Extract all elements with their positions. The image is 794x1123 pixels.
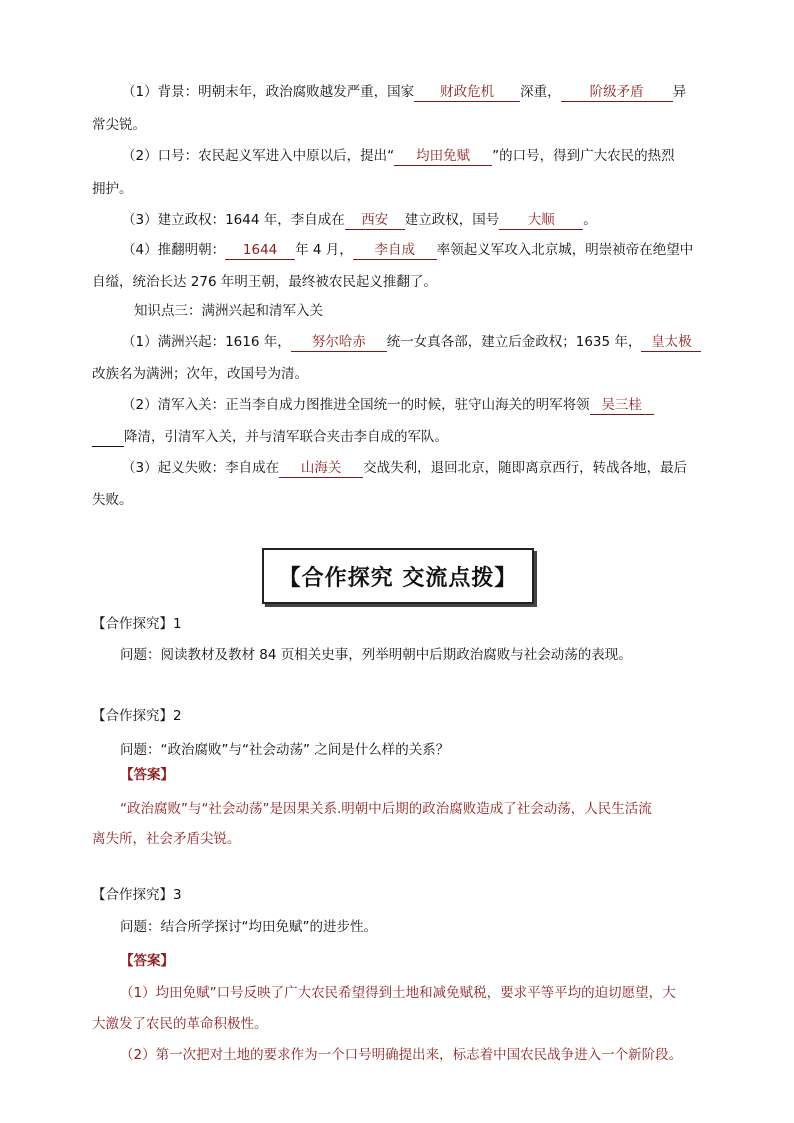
text: （3）起义失败：李自成在 [122, 460, 280, 476]
text: （2）口号：农民起义军进入中原以后，提出“ [122, 148, 395, 164]
inquiry-1-question [120, 645, 632, 665]
inquiry-2-answer-line1 [120, 799, 652, 819]
text: 【答案】 [120, 953, 174, 969]
answer-blank-leader: 李自成 [353, 241, 437, 260]
para-background-line2 [92, 115, 146, 135]
section-title-text: 【合作探究 交流点拨】 [278, 565, 518, 591]
text: （1）满洲兴起：1616 年， [122, 334, 291, 350]
inquiry-3-answer-line2 [92, 1014, 268, 1034]
text: 问题：结合所学探讨“均田免赋”的进步性。 [120, 919, 377, 935]
text: ”的口号，得到广大农民的热烈 [492, 148, 675, 164]
text: 降清，引清军入关，并与清军联合夹击李自成的军队。 [124, 429, 448, 445]
knowledge-point-3-heading [134, 301, 323, 321]
inquiry-3-label [92, 885, 182, 905]
para-qing-entry-line1 [122, 395, 654, 415]
inquiry-2-answer-label [120, 765, 174, 785]
para-background-line1 [122, 82, 686, 102]
text: 【合作探究】3 [92, 887, 182, 903]
para-manchu-line1 [122, 332, 701, 352]
answer-blank-fiscal-crisis: 财政危机 [414, 83, 520, 102]
text: 【合作探究】2 [92, 708, 182, 724]
para-slogan-line2 [92, 179, 133, 199]
text: 交战失利，退回北京，随即离京西行，转战各地，最后 [363, 460, 688, 476]
answer-blank-slogan: 均田免赋 [394, 147, 492, 166]
text: 率领起义军攻入北京城，明崇祯帝在绝望中 [436, 242, 694, 258]
text: （3）建立政权：1644 年，李自成在 [122, 212, 345, 228]
text: 知识点三：满洲兴起和清军入关 [134, 303, 323, 319]
answer-blank-shanhai-pass: 山海关 [279, 459, 363, 478]
inquiry-2-answer-line2 [92, 829, 241, 849]
text: 异 [672, 84, 687, 100]
inquiry-2-question [120, 740, 449, 760]
text: 深重， [520, 84, 561, 100]
text: （2）第一次把对土地的要求作为一个口号明确提出来，标志着中国农民战争进入一个新阶段。 [120, 1047, 683, 1063]
para-qing-entry-line2 [92, 427, 448, 447]
blank-continuation [92, 428, 124, 447]
text: 常尖锐。 [92, 117, 146, 133]
text: （1）背景：明朝末年，政治腐败越发严重，国家 [122, 84, 415, 100]
answer-blank-wu-sangui: 吴三桂 [590, 396, 654, 415]
text: 建立政权，国号 [404, 212, 500, 228]
para-slogan-line1 [122, 146, 675, 166]
text: （1）均田免赋”口号反映了广大农民希望得到土地和减免赋税，要求平等平均的迫切愿望，大 [120, 985, 676, 1001]
text: 拥护。 [92, 181, 133, 197]
section-title-cooperative-inquiry [262, 548, 534, 604]
text: 【答案】 [120, 767, 174, 783]
text: 改族名为满洲；次年，改国号为清。 [92, 366, 308, 382]
text: “政治腐败”与“社会动荡”是因果关系.明朝中后期的政治腐败造成了社会动荡，人民生活流 [120, 801, 652, 817]
text: 年 4 月， [295, 242, 353, 258]
text: 问题：“政治腐败”与“社会动荡” 之间是什么样的关系？ [120, 742, 450, 758]
answer-blank-hong-taiji: 皇太极 [641, 333, 701, 352]
answer-blank-class-conflict: 阶级矛盾 [561, 83, 673, 102]
text: 。 [583, 212, 597, 228]
inquiry-3-answer-line1 [120, 983, 676, 1003]
answer-blank-year: 1644 [225, 241, 295, 260]
para-regime-line [122, 210, 597, 230]
answer-blank-nurhaci: 努尔哈赤 [291, 333, 387, 352]
text: 问题：阅读教材及教材 84 页相关史事，列举明朝中后期政治腐败与社会动荡的表现。 [120, 647, 632, 663]
para-overthrow-line2 [92, 272, 437, 292]
inquiry-1-label [92, 614, 182, 634]
text: 大激发了农民的革命积极性。 [92, 1016, 268, 1032]
inquiry-3-answer-line3 [120, 1045, 682, 1065]
text: 统一女真各部，建立后金政权；1635 年， [386, 334, 642, 350]
text: 失败。 [92, 492, 133, 508]
para-failure-line1 [122, 458, 687, 478]
inquiry-3-question [120, 917, 377, 937]
answer-blank-xian: 西安 [345, 211, 405, 230]
text: （4）推翻明朝： [122, 242, 226, 258]
text: 离失所，社会矛盾尖锐。 [92, 831, 241, 847]
text: 自缢，统治长达 276 年明王朝，最终被农民起义推翻了。 [92, 274, 437, 290]
para-overthrow-line1 [122, 240, 693, 260]
inquiry-2-label [92, 706, 182, 726]
text: （2）清军入关：正当李自成力图推进全国统一的时候，驻守山海关的明军将领 [122, 397, 590, 413]
answer-blank-dashun: 大顺 [499, 211, 583, 230]
para-manchu-line2 [92, 364, 308, 384]
text: 【合作探究】1 [92, 616, 182, 632]
para-failure-line2 [92, 490, 133, 510]
inquiry-3-answer-label [120, 951, 174, 971]
